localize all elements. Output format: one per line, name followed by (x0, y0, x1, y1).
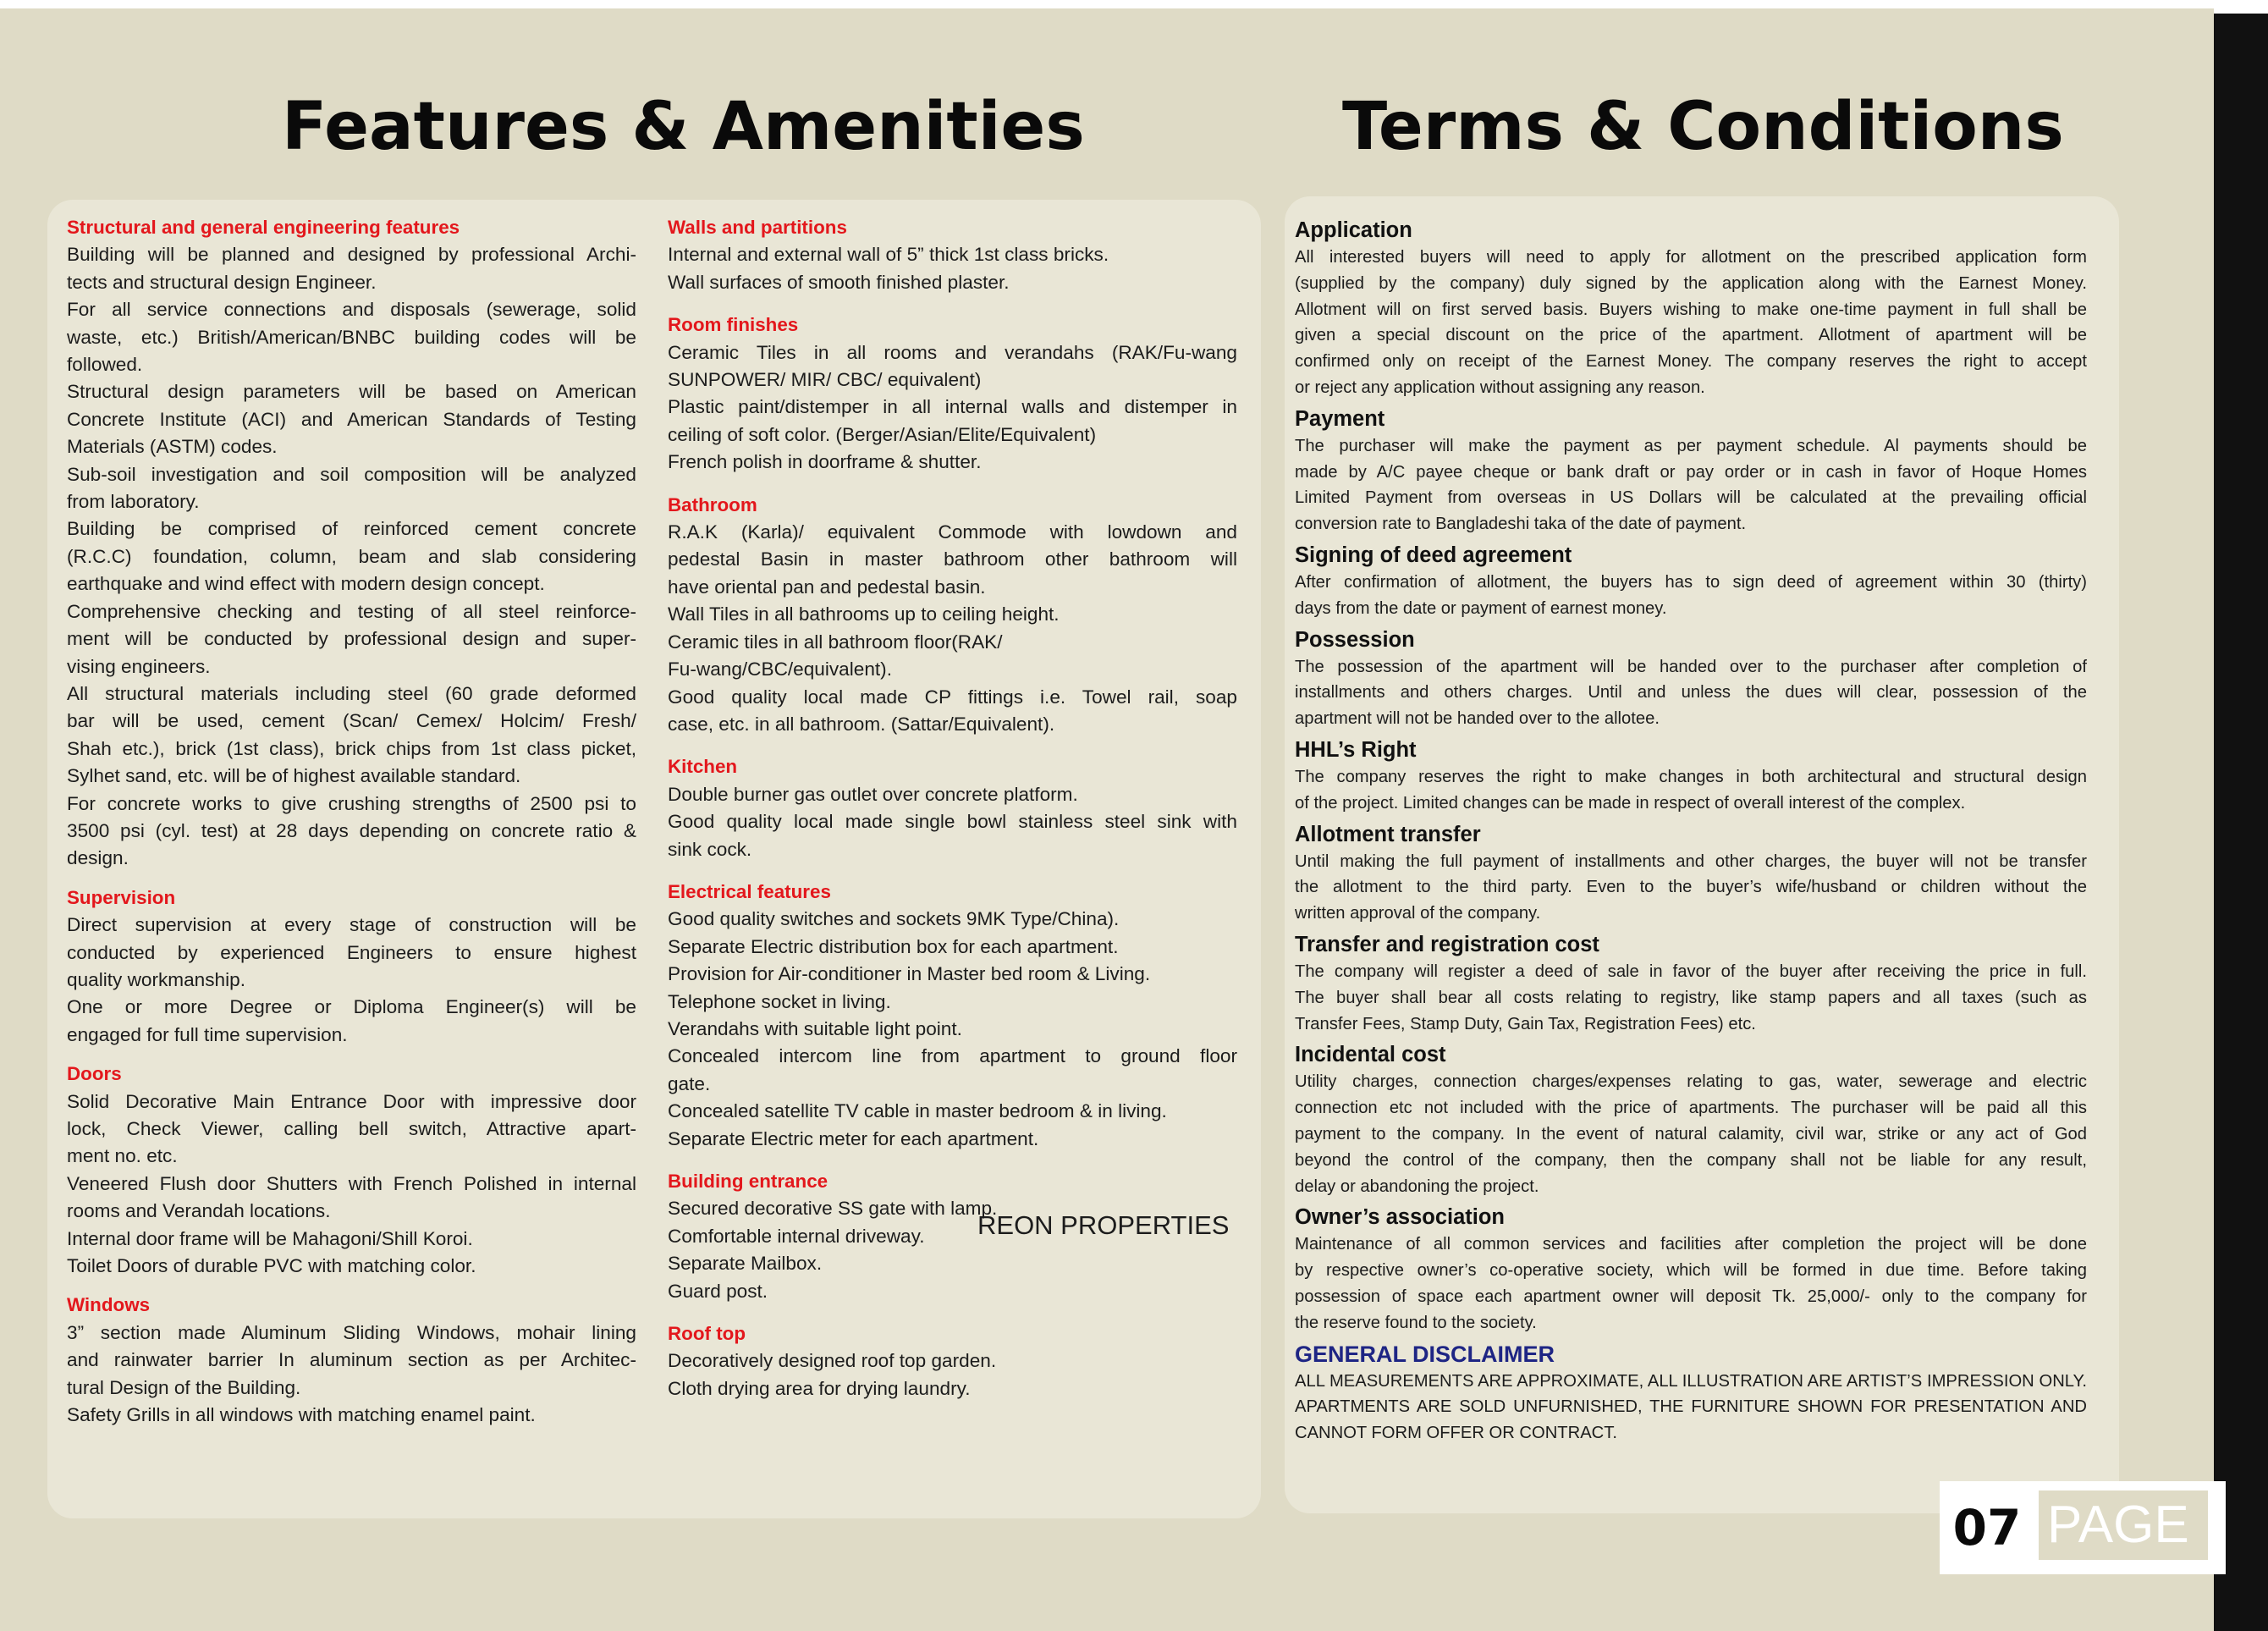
section-line: Building be comprised of reinforced cement concrete (67, 518, 636, 540)
section (1295, 930, 2087, 1037)
section-line: The company reserves the right to make changes in both architectural and structural design (1295, 767, 2087, 786)
section-line: Until making the full payment of installments and other charges, the buyer will not be transfer (1295, 851, 2087, 871)
section-line: Verandahs with suitable light point. (668, 1017, 962, 1039)
section-line: rooms and Verandah locations. (67, 1200, 331, 1222)
section-line: earthquake and wind effect with modern design concept. (67, 573, 545, 595)
section-line: Decoratively designed roof top garden. (668, 1350, 997, 1372)
section-line: Good quality switches and sockets 9MK Type/China). (668, 908, 1120, 930)
section-line: delay or abandoning the project. (1295, 1176, 1539, 1196)
section (1295, 216, 2087, 401)
section-line: apartment will not be handed over to the allotee. (1295, 709, 1660, 729)
section-line: Concealed intercom line from apartment to ground floor (668, 1045, 1237, 1067)
section-line: Separate Electric distribution box for each apartment. (668, 935, 1119, 957)
section-line: Toilet Doors of durable PVC with matching color. (67, 1255, 476, 1277)
section-line: engaged for full time supervision. (67, 1023, 348, 1045)
section (1295, 1203, 2087, 1336)
section-line: beyond the control of the company, then the company shall not be liable for any result, (1295, 1150, 2087, 1170)
section-line: R.A.K (Karla)/ equivalent Commode with lowdown and (668, 521, 1237, 543)
section-line: Comprehensive checking and testing of all steel reinforce- (67, 600, 636, 622)
section-title: Doors (67, 1063, 122, 1085)
section-title: Roof top (668, 1323, 746, 1345)
section-line: or reject any application without assigning any reason. (1295, 377, 1705, 397)
section-line: Transfer Fees, Stamp Duty, Gain Tax, Registration Fees) etc. (1295, 1014, 1756, 1033)
section-title: Electrical features (668, 880, 831, 902)
section-line: gate. (668, 1072, 711, 1094)
section-title: Supervision (67, 886, 176, 908)
section-line: Comfortable internal driveway. (668, 1225, 925, 1247)
section (67, 1061, 636, 1280)
section-line: Shah etc.), brick (1st class), brick chips from 1st class picket, (67, 737, 636, 759)
section-title: HHL’s Right (1295, 737, 1417, 762)
section-line: (R.C.C) foundation, column, beam and slab considering (67, 545, 636, 567)
section (1295, 405, 2087, 537)
disclaimer-line: ALL MEASUREMENTS ARE APPROXIMATE, ALL ILLUSTRATION ARE ARTIST’S IMPRESSION ONLY. (1295, 1371, 2087, 1391)
section-title: Signing of deed agreement (1295, 543, 1572, 567)
section-line: written approval of the company. (1295, 904, 1541, 923)
section-line: by respective owner’s co-operative society, which will be formed in due time. Before taking (1295, 1261, 2087, 1281)
section-line: Allotment will on first served basis. Buyers wishing to make one-time payment in full shall be (1295, 300, 2087, 319)
section-title: Owner’s association (1295, 1205, 1506, 1230)
section-line: Ceramic tiles in all bathroom floor(RAK/ (668, 631, 1003, 653)
section-line: days from the date or payment of earnest money. (1295, 598, 1667, 618)
section-title: Allotment transfer (1295, 822, 1481, 846)
section-line: Double burner gas outlet over concrete platform. (668, 783, 1078, 805)
section-line: payment to the company. In the event of natural calamity, civil war, strike or any act of God (1295, 1124, 2087, 1143)
section-line: Internal door frame will be Mahagoni/Shill Koroi. (67, 1227, 473, 1249)
features-heading: Features & Amenities (282, 89, 1085, 165)
section-line: Limited Payment from overseas in US Dollars will be calculated at the prevailing official (1295, 488, 2087, 508)
section-line: Provision for Air-conditioner in Master bed room & Living. (668, 963, 1151, 985)
section-line: Veneered Flush door Shutters with French Polished in internal (67, 1172, 636, 1194)
section-line: followed. (67, 354, 143, 376)
page-number-badge (1940, 1481, 2226, 1574)
section-line: For concrete works to give crushing strengths of 2500 psi to (67, 792, 636, 814)
page-number: 07 (1952, 1499, 2022, 1557)
section-title: Bathroom (668, 493, 757, 515)
section-line: of the project. Limited changes can be made in respect of overall interest of the complex. (1295, 793, 1966, 813)
section-line: Concrete Institute (ACI) and American Standards of Testing (67, 408, 636, 430)
section-line: Solid Decorative Main Entrance Door with impressive door (67, 1090, 636, 1112)
section-line: Guard post. (668, 1280, 768, 1302)
section-line: After confirmation of allotment, the buyers has to sign deed of agreement within 30 (thirty) (1295, 572, 2087, 592)
section-line: given a special discount on the price of the apartment. Allotment of apartment will be (1295, 326, 2087, 345)
section (67, 884, 636, 1049)
section (67, 214, 636, 873)
section-line: bar will be used, cement (Scan/ Cemex/ Holcim/ Fresh/ (67, 710, 636, 732)
section-line: made by A/C payee cheque or bank draft or pay order or in cash in favor of Hoque Homes (1295, 462, 2087, 482)
section-title: Building entrance (668, 1171, 828, 1192)
section-line: 3” section made Aluminum Sliding Windows, mohair lining (67, 1321, 636, 1343)
features-column-left (67, 214, 636, 1429)
section-line: confirmed only on receipt of the Earnest Money. The company reserves the right to accept (1295, 352, 2087, 372)
section-line: the allotment to the third party. Even to the buyer’s wife/husband or children without the (1295, 878, 2087, 897)
section-line: Fu-wang/CBC/equivalent). (668, 658, 892, 681)
section (1295, 736, 2087, 817)
section-line: quality workmanship. (67, 968, 245, 990)
section-line: pedestal Basin in master bathroom other bathroom will (668, 548, 1237, 570)
section-line: Safety Grills in all windows with matching enamel paint. (67, 1404, 536, 1426)
section-line: and rainwater barrier In aluminum section as per Architec- (67, 1349, 636, 1371)
section-line: have oriental pan and pedestal basin. (668, 576, 986, 598)
section-line: conducted by experienced Engineers to ensure highest (67, 941, 636, 963)
section-title: Room finishes (668, 314, 799, 336)
terms-heading: Terms & Conditions (1342, 89, 2064, 165)
section-line: ceiling of soft color. (Berger/Asian/Elite/Equivalent) (668, 423, 1097, 445)
section-line: Direct supervision at every stage of construction will be (67, 914, 636, 936)
disclaimer-line: CANNOT FORM OFFER OR CONTRACT. (1295, 1424, 1617, 1443)
section (668, 492, 1237, 739)
section-line: For all service connections and disposals (sewerage, solid (67, 299, 636, 321)
page-label-frame (2034, 1486, 2212, 1564)
section-line: Materials (ASTM) codes. (67, 436, 278, 458)
section-line: ment will be conducted by professional design and super- (67, 628, 636, 650)
section-title: Payment (1295, 406, 1385, 431)
section-line: lock, Check Viewer, calling bell switch, Attractive apart- (67, 1118, 636, 1139)
disclaimer-title: GENERAL DISCLAIMER (1295, 1341, 1555, 1367)
section-line: Good quality local made single bowl stainless steel sink with (668, 811, 1237, 833)
section-line: One or more Degree or Diploma Engineer(s) will be (67, 996, 636, 1018)
brand-name: REON PROPERTIES (977, 1210, 1230, 1240)
section-line: The possession of the apartment will be handed over to the purchaser after completion of (1295, 657, 2087, 676)
section-line: Maintenance of all common services and facilities after completion the project will be done (1295, 1235, 2087, 1254)
section-line: ment no. etc. (67, 1145, 178, 1167)
section-title: Walls and partitions (668, 217, 847, 238)
section-line: design. (67, 847, 129, 869)
section-title: Transfer and registration cost (1295, 932, 1599, 956)
section (1295, 1040, 2087, 1199)
section (668, 879, 1237, 1153)
section-line: The buyer shall bear all costs relating to registry, like stamp papers and all taxes (such as (1295, 988, 2087, 1007)
general-disclaimer (1295, 1340, 2087, 1446)
section-line: Telephone socket in living. (668, 990, 891, 1012)
section-title: Application (1295, 218, 1412, 242)
section-line: Building will be planned and designed by professional Archi- (67, 244, 636, 266)
section-line: the reserve found to the society. (1295, 1313, 1537, 1332)
section (668, 753, 1237, 863)
section-line: Separate Electric meter for each apartment. (668, 1127, 1039, 1149)
section-line: installments and others charges. Until and unless the dues will clear, possession of the (1295, 683, 2087, 703)
section-line: SUNPOWER/ MIR/ CBC/ equivalent) (668, 369, 982, 391)
section-title: Incidental cost (1295, 1043, 1446, 1067)
section-line: 3500 psi (cyl. test) at 28 days depending on concrete ratio & (67, 819, 636, 841)
page-spine (2214, 14, 2268, 1631)
section-line: sink cock. (668, 838, 752, 860)
section-line: Good quality local made CP fittings i.e. Towel rail, soap (668, 686, 1237, 708)
section-line: conversion rate to Bangladeshi taka of the date of payment. (1295, 515, 1747, 534)
section-title: Windows (67, 1294, 151, 1316)
section-line: tural Design of the Building. (67, 1376, 301, 1398)
section-line: Structural design parameters will be based on American (67, 381, 636, 403)
section-title: Structural and general engineering features (67, 217, 460, 238)
section-line: All interested buyers will need to apply for allotment on the prescribed application form (1295, 248, 2087, 267)
disclaimer-line: APARTMENTS ARE SOLD UNFURNISHED, THE FURNITURE SHOWN FOR PRESENTATION AND (1295, 1397, 2087, 1417)
section-line: Wall Tiles in all bathrooms up to ceiling height. (668, 603, 1060, 625)
section (668, 1320, 1237, 1402)
section (1295, 625, 2087, 732)
terms-column (1295, 216, 2087, 1446)
section-line: waste, etc.) British/American/BNBC building codes will be (67, 326, 636, 348)
section-line: vising engineers. (67, 655, 211, 677)
section-line: Sylhet sand, etc. will be of highest available standard. (67, 765, 521, 787)
section (67, 1292, 636, 1429)
section-line: case, etc. in all bathroom. (Sattar/Equivalent). (668, 713, 1055, 735)
section-line: Internal and external wall of 5” thick 1st class bricks. (668, 244, 1109, 266)
section-line: connection etc not included with the price of apartments. The purchaser will be paid all this (1295, 1099, 2087, 1118)
section-line: from laboratory. (67, 491, 200, 513)
section-line: French polish in doorframe & shutter. (668, 451, 982, 473)
section (1295, 820, 2087, 927)
section (1295, 541, 2087, 622)
section-line: Secured decorative SS gate with lamp. (668, 1198, 998, 1220)
section-line: Sub-soil investigation and soil composition will be analyzed (67, 463, 636, 485)
section-line: Ceramic Tiles in all rooms and verandahs (RAK/Fu-wang (668, 341, 1237, 363)
section-line: The purchaser will make the payment as per payment schedule. Al payments should be (1295, 436, 2087, 455)
section-line: Wall surfaces of smooth finished plaster. (668, 271, 1010, 293)
section-line: Plastic paint/distemper in all internal walls and distemper in (668, 396, 1237, 418)
section-line: The company will register a deed of sale in favor of the buyer after receiving the price in full. (1295, 962, 2087, 981)
section (668, 311, 1237, 476)
section-line: possession of space each apartment owner will deposit Tk. 25,000/- only to the company for (1295, 1287, 2087, 1306)
section-line: Utility charges, connection charges/expenses relating to gas, water, sewerage and electric (1295, 1072, 2087, 1092)
section-line: All structural materials including steel (60 grade deformed (67, 682, 636, 704)
section-line: Concealed satellite TV cable in master bedroom & in living. (668, 1100, 1167, 1122)
section-line: Separate Mailbox. (668, 1253, 823, 1275)
section-line: (supplied by the company) duly signed by the application along with the Earnest Money. (1295, 273, 2087, 293)
section-line: tects and structural design Engineer. (67, 271, 377, 293)
section-title: Possession (1295, 627, 1415, 652)
page-label: PAGE (2047, 1496, 2189, 1554)
section (668, 214, 1237, 296)
section-line: Cloth drying area for drying laundry. (668, 1377, 971, 1399)
section-title: Kitchen (668, 756, 738, 778)
